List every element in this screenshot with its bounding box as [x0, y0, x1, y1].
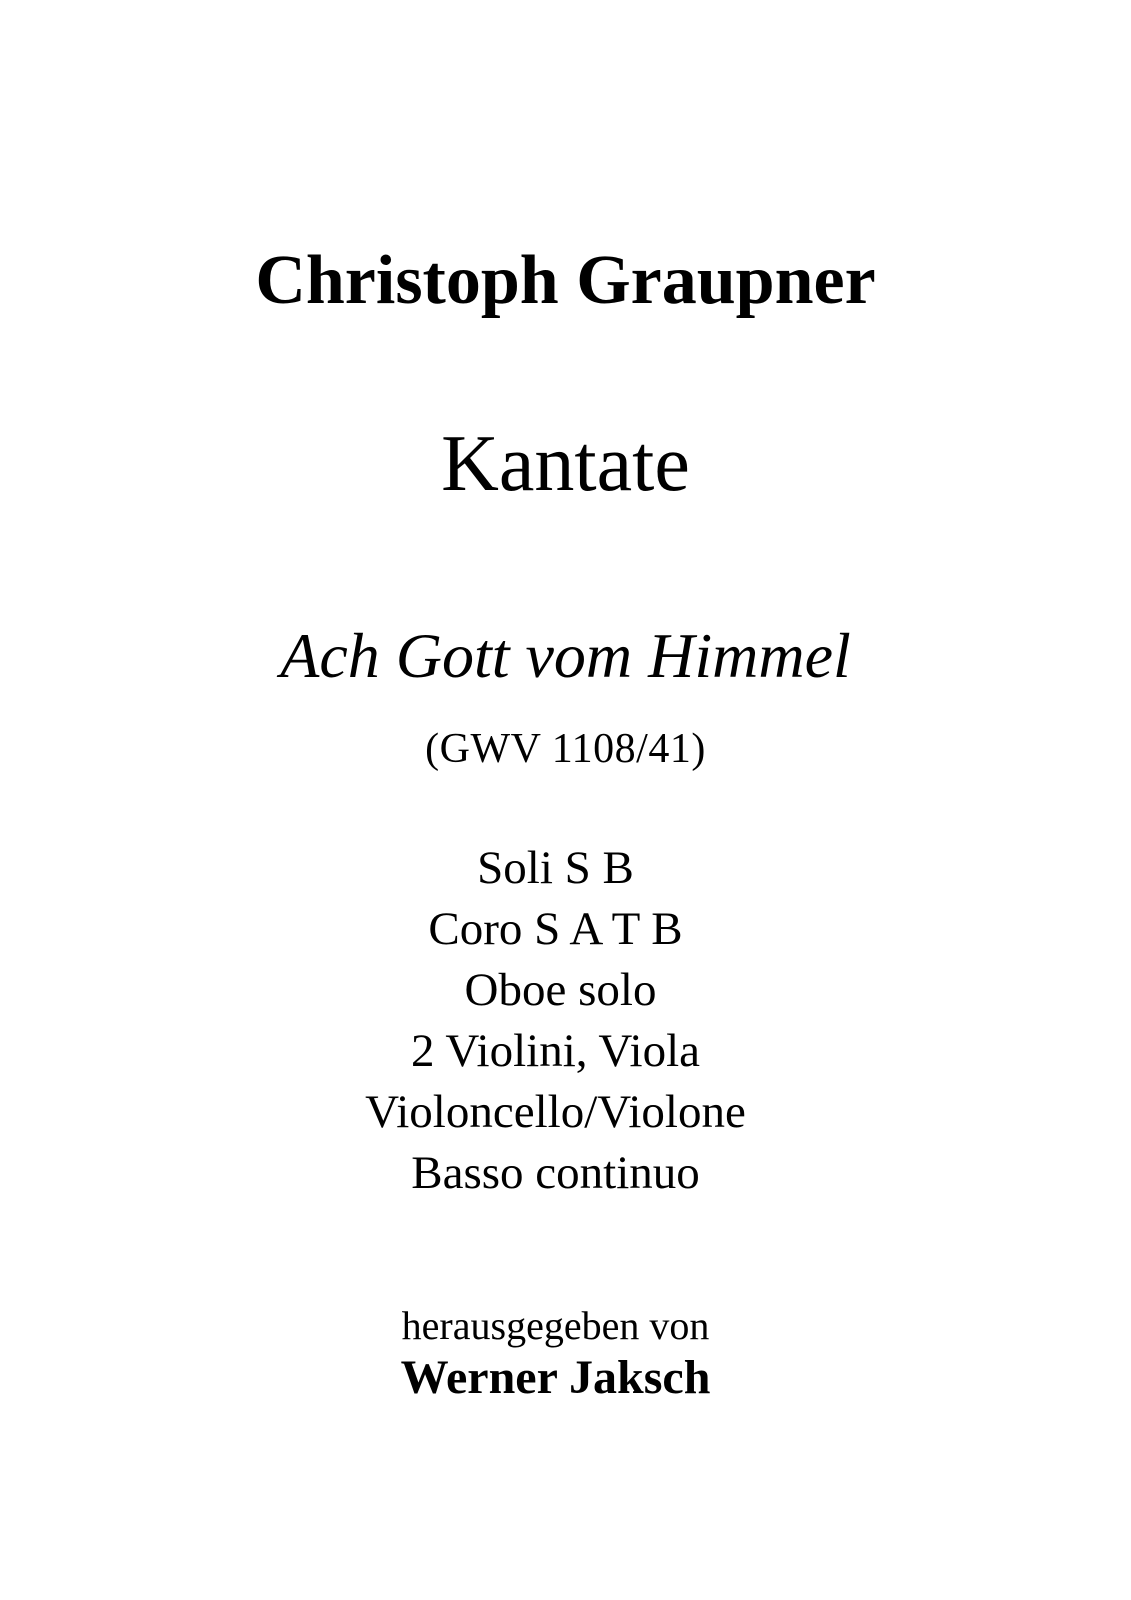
scoring-item-label: 2 Violini, Viola [411, 1025, 700, 1077]
scoring-item-label: Oboe solo [464, 964, 657, 1016]
scoring-item [0, 1082, 1131, 1143]
catalog-number: (GWV 1108/41) [425, 726, 706, 772]
scoring-item [0, 1143, 1131, 1204]
editor-label [0, 1303, 1131, 1348]
scoring-item-label: Basso continuo [411, 1147, 700, 1199]
cantata-title: Ach Gott vom Himmel [280, 620, 851, 691]
scoring-item-label: Violoncello/Violone [365, 1086, 746, 1138]
scoring-item [0, 899, 1131, 960]
scoring-item [0, 838, 1131, 899]
genre-heading: Kantate [441, 420, 690, 508]
scoring-item-label: Coro S A T B [428, 903, 683, 955]
scoring-item [0, 1021, 1131, 1082]
editor-name [0, 1351, 1131, 1404]
composer-name: Christoph Graupner [255, 242, 876, 319]
scoring-item-label: Soli S B [477, 842, 634, 894]
editor-name-text: Werner Jaksch [400, 1351, 711, 1404]
scoring-list [0, 838, 1131, 1204]
scoring-item [0, 960, 1131, 1021]
editor-label-text: herausgegeben von [401, 1303, 710, 1348]
